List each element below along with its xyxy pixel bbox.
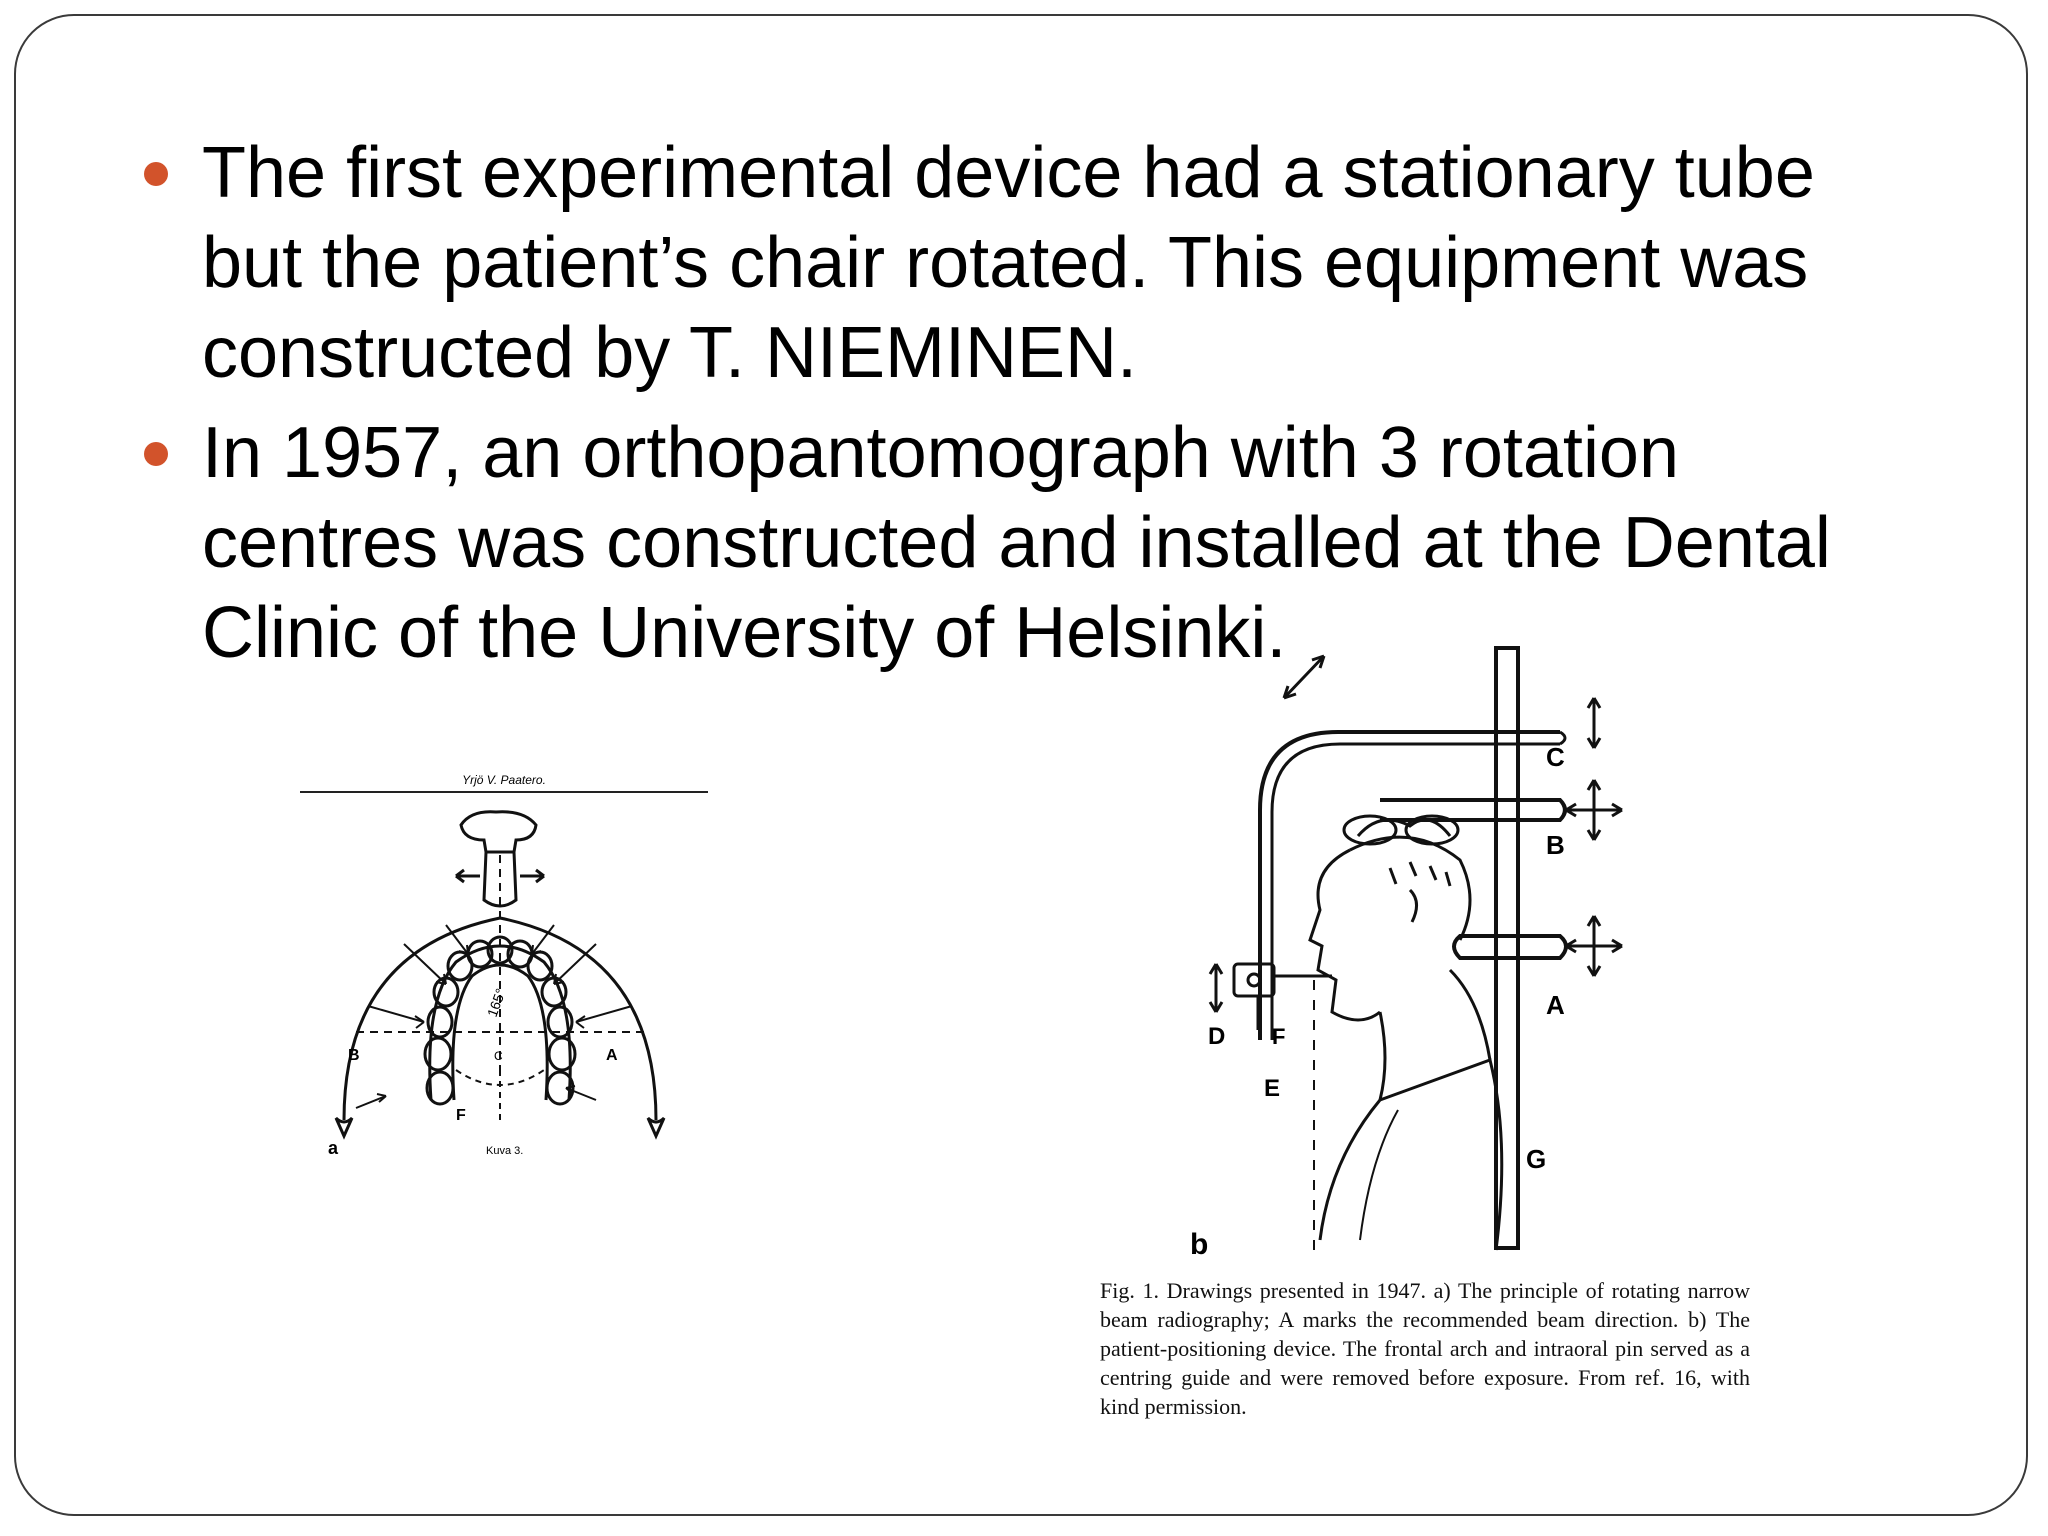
bullet-dot-icon	[144, 162, 168, 186]
figure-caption: Fig. 1. Drawings presented in 1947. a) The principle of rotating narrow beam radiography; A marks the recommended beam direction. b) The patient-positioning device. The frontal arch and intraoral pin served as a centring guide and were removed before exposure. From ref. 16, with kind permission.	[1100, 1278, 1750, 1419]
bullet-dot-icon	[144, 442, 168, 466]
figure-b-label-a: A	[1546, 990, 1565, 1020]
patient-body-icon	[1320, 1060, 1502, 1250]
adjust-arrows-icon	[1284, 656, 1622, 976]
figure-b-panel-label: b	[1190, 1228, 1209, 1261]
figure-a-label-b: B	[348, 1047, 360, 1064]
bullet-list	[140, 128, 1930, 678]
bullet-item	[140, 128, 1930, 398]
figure-b-label-e: E	[1264, 1075, 1281, 1102]
figure-a-header: Yrjö V. Paatero.	[462, 773, 546, 787]
figure-a-outer-arch	[344, 918, 656, 1120]
figure-b-label-b: B	[1546, 830, 1565, 860]
figure-a-left-end-icon	[336, 1118, 352, 1136]
figure-b-label-c: C	[1546, 742, 1565, 772]
figure-b-label-g: G	[1526, 1144, 1547, 1174]
figure-a-label-f: F	[456, 1107, 466, 1124]
figure-a-label-c: C	[494, 1049, 503, 1063]
figure-b-positioning-device-drawing	[1160, 640, 1680, 1280]
vertical-column	[1496, 648, 1518, 1248]
head-support-arm	[1380, 800, 1565, 820]
figure-b-label-d: D	[1208, 1023, 1226, 1050]
figure-a-caption: Kuva 3.	[486, 1145, 524, 1157]
bullet-text: The first experimental device had a stationary tube but the patient’s chair rotated. This equipment was constructed by T. NIEMINEN.	[202, 133, 1815, 393]
dental-arch-teeth-icon	[425, 937, 575, 1104]
patient-collar-icon	[1360, 1110, 1398, 1240]
bullet-item	[140, 408, 1930, 678]
figure-a-panel-label: a	[328, 1138, 339, 1158]
figure-a-right-end-icon	[648, 1118, 664, 1136]
figure-a-label-a: A	[606, 1047, 618, 1064]
figure-a-dental-arch-drawing	[296, 770, 716, 1170]
figure-b-label-f: F	[1272, 1024, 1286, 1049]
bullet-text: In 1957, an orthopantomograph with 3 rotation centres was constructed and installed at the Dental Clinic of the University of Helsinki.	[202, 413, 1831, 673]
figure-a-angle-label: 165°	[483, 986, 509, 1020]
